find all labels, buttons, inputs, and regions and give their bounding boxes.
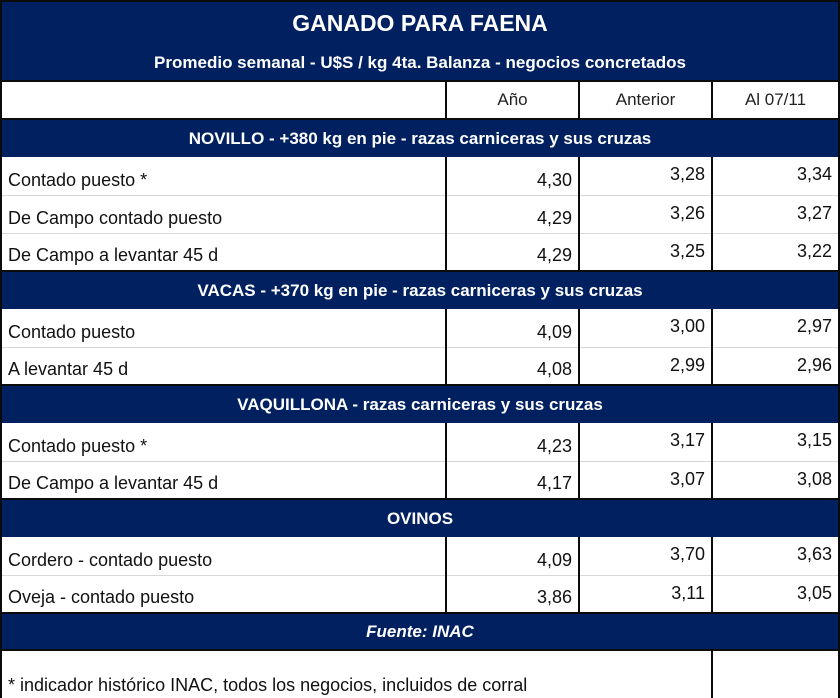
table-row [1,309,839,347]
row-label: De Campo a levantar 45 d [1,233,446,271]
table-row [1,195,839,233]
value-actual: 3,22 [712,233,839,271]
table-subtitle: Promedio semanal - U$S / kg 4ta. Balanza - negocios concretados [1,45,839,81]
table-row [1,157,839,195]
table-row [1,423,839,461]
footnote: * indicador histórico INAC, todos los negocios, incluidos de corral [1,650,712,698]
column-header-anio: Año [446,81,579,119]
column-header-label [1,81,446,119]
value-actual: 3,08 [712,461,839,499]
value-anio: 4,09 [446,537,579,575]
value-anio: 4,30 [446,157,579,195]
table-row [1,537,839,575]
section-header-ovinos [1,499,839,537]
value-actual: 2,97 [712,309,839,347]
column-header-actual: Al 07/11 [712,81,839,119]
section-header-vacas [1,271,839,309]
value-anterior: 3,28 [579,157,712,195]
row-label: Contado puesto * [1,423,446,461]
value-anio: 4,23 [446,423,579,461]
table-title: GANADO PARA FAENA [1,1,839,45]
value-actual: 3,15 [712,423,839,461]
value-anio: 4,09 [446,309,579,347]
value-anterior: 3,70 [579,537,712,575]
source-label: Fuente: INAC [1,613,839,650]
section-header-novillo [1,119,839,157]
row-label: Contado puesto [1,309,446,347]
table-row [1,233,839,271]
value-actual: 3,27 [712,195,839,233]
table-row [1,347,839,385]
section-title: VAQUILLONA - razas carniceras y sus cruzas [1,385,839,423]
row-label: De Campo a levantar 45 d [1,461,446,499]
column-header-row [1,81,839,119]
footnote-row [1,650,839,698]
section-title: NOVILLO - +380 kg en pie - razas carniceras y sus cruzas [1,119,839,157]
value-actual: 2,96 [712,347,839,385]
value-anterior: 3,11 [579,575,712,613]
value-anio: 3,86 [446,575,579,613]
section-title: VACAS - +370 kg en pie - razas carniceras y sus cruzas [1,271,839,309]
value-actual: 3,05 [712,575,839,613]
value-actual: 3,63 [712,537,839,575]
value-anterior: 3,17 [579,423,712,461]
section-header-vaquillona [1,385,839,423]
value-anterior: 2,99 [579,347,712,385]
row-label: Contado puesto * [1,157,446,195]
value-anio: 4,08 [446,347,579,385]
row-label: De Campo contado puesto [1,195,446,233]
value-anterior: 3,07 [579,461,712,499]
value-anio: 4,17 [446,461,579,499]
title-row [1,1,839,45]
value-anterior: 3,00 [579,309,712,347]
subtitle-row [1,45,839,81]
source-row [1,613,839,650]
row-label: Oveja - contado puesto [1,575,446,613]
table-row [1,461,839,499]
value-anio: 4,29 [446,233,579,271]
value-anio: 4,29 [446,195,579,233]
table-row [1,575,839,613]
row-label: Cordero - contado puesto [1,537,446,575]
value-anterior: 3,26 [579,195,712,233]
row-label: A levantar 45 d [1,347,446,385]
footnote-empty-cell [712,650,839,698]
value-actual: 3,34 [712,157,839,195]
value-anterior: 3,25 [579,233,712,271]
column-header-anterior: Anterior [579,81,712,119]
section-title: OVINOS [1,499,839,537]
